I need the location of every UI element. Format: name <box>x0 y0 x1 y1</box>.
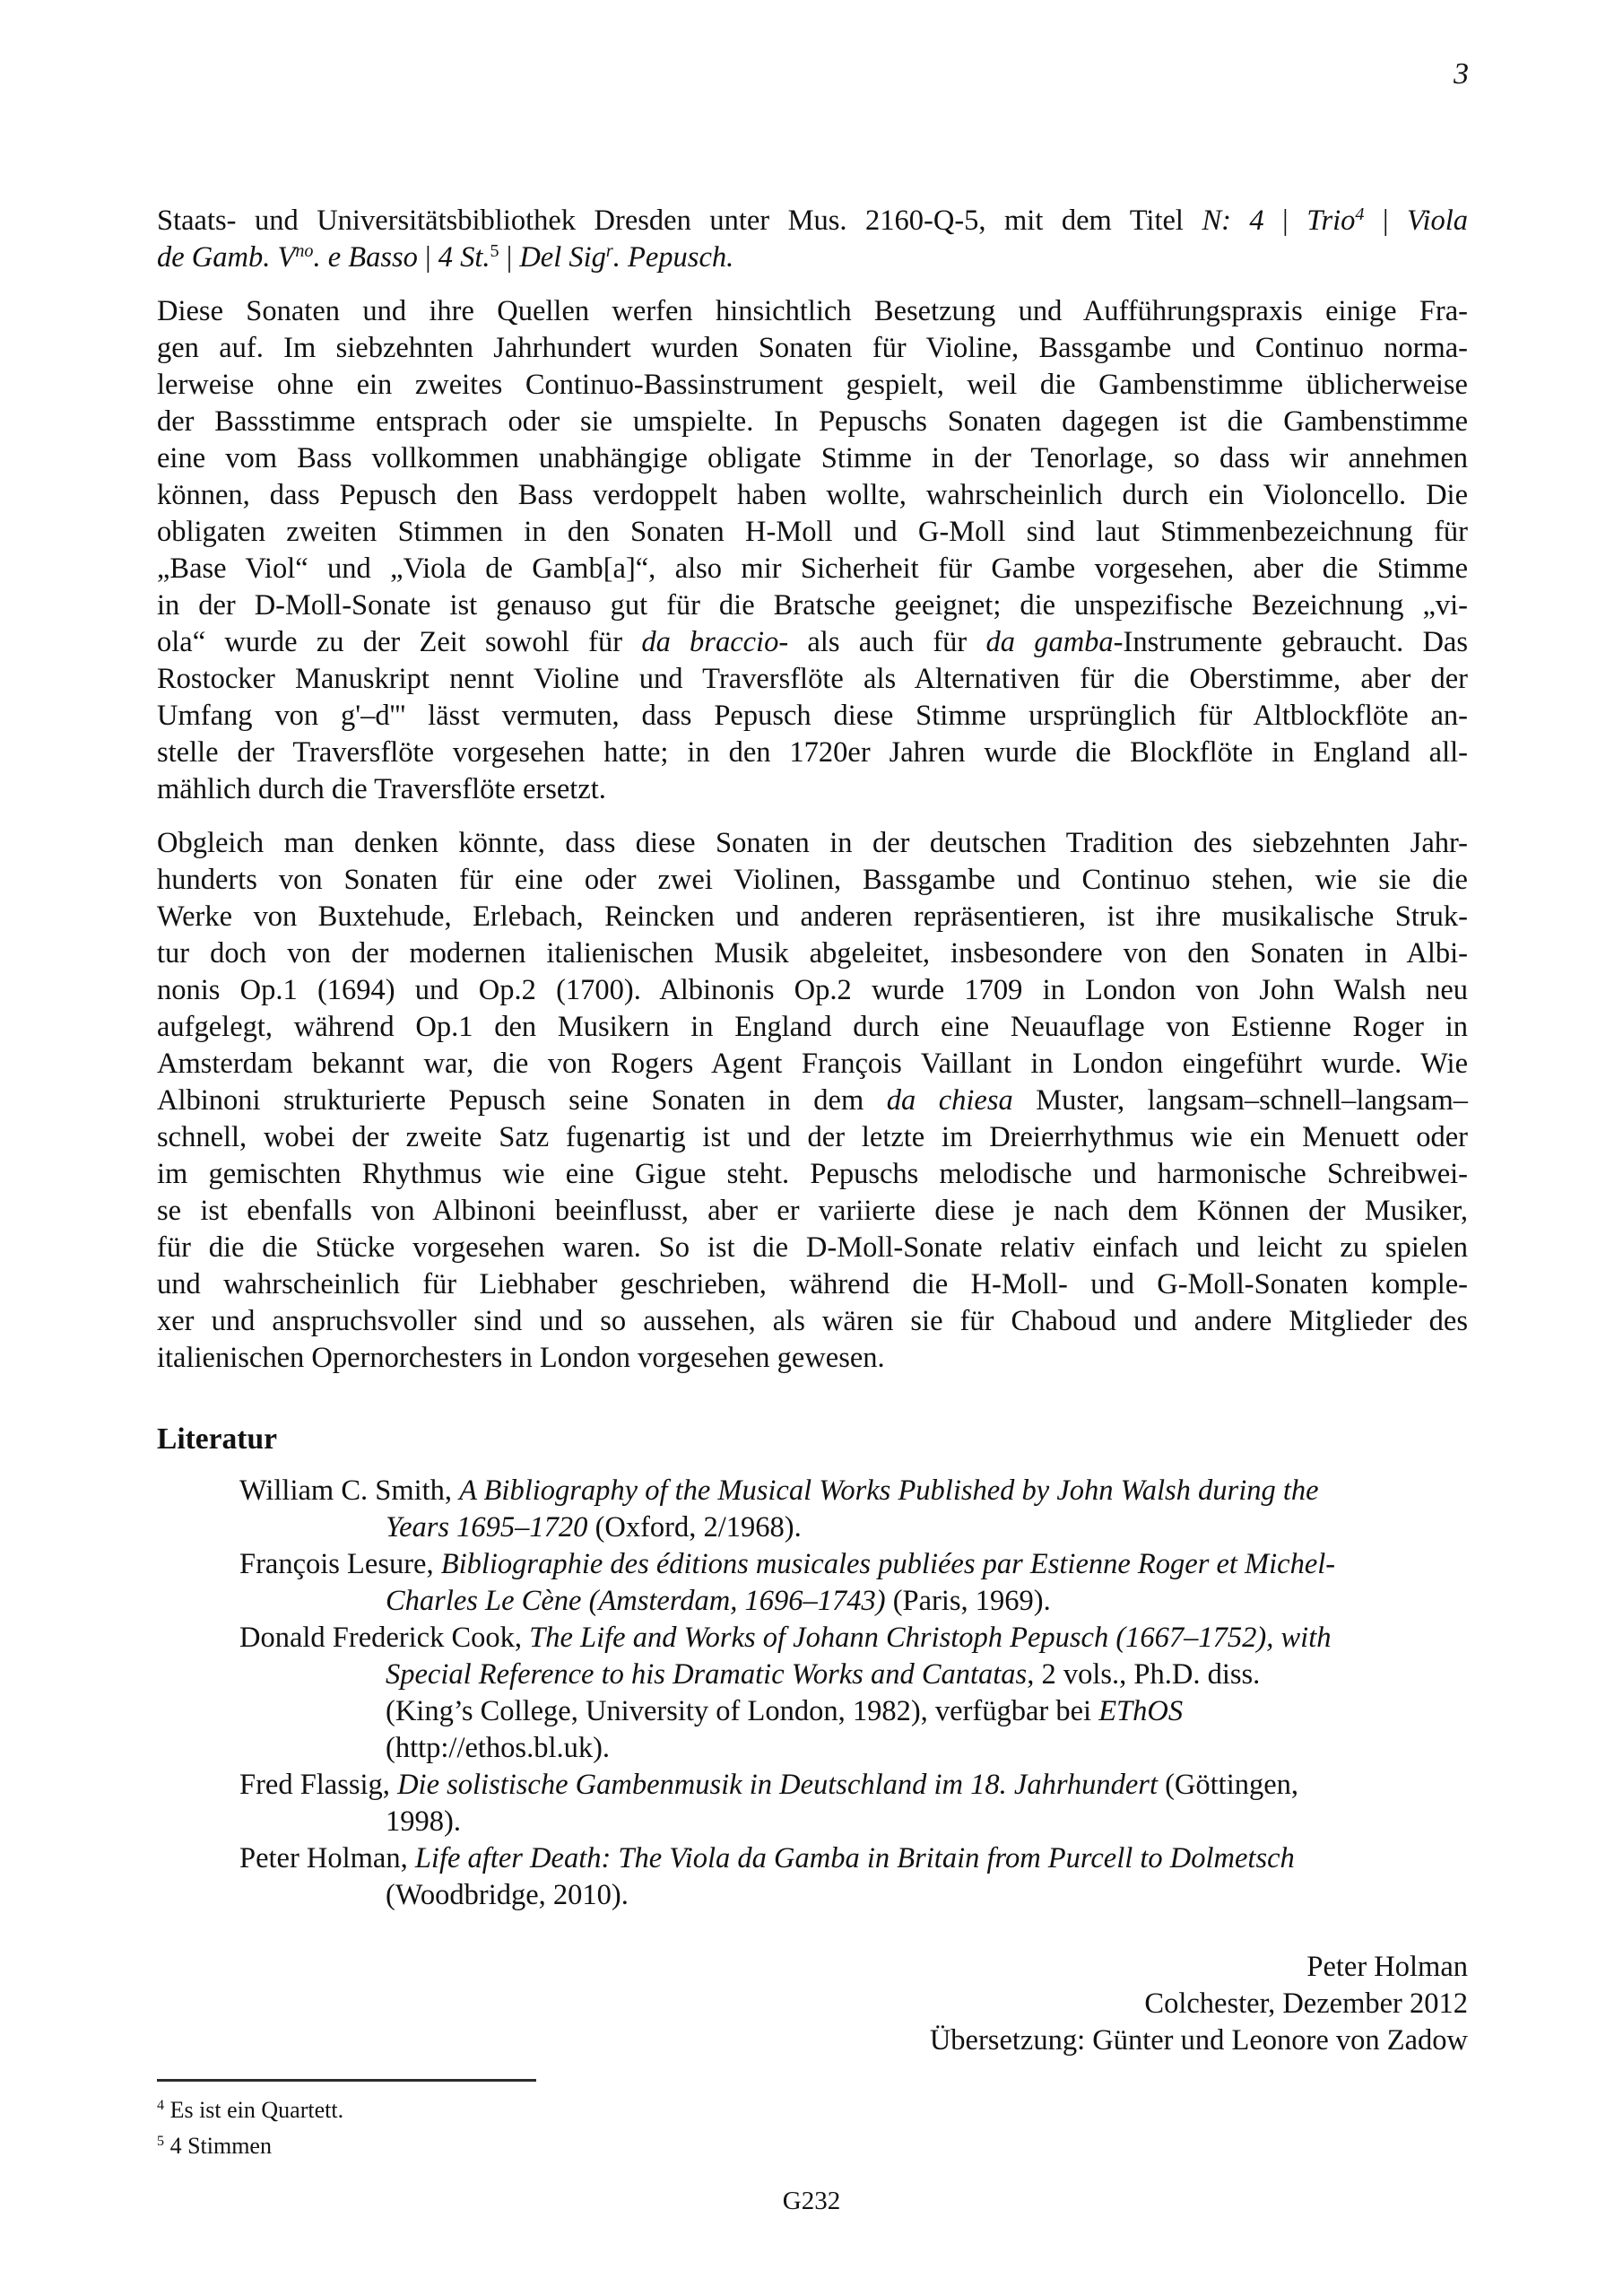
text-line: aufgelegt, während Op.1 den Musikern in England durch eine Neuauflage von Estienne Roger in <box>157 1011 1468 1043</box>
literature-entry <box>157 1840 1468 1914</box>
literature-line: Charles Le Cène (Amsterdam, 1696–1743) (Paris, 1969). <box>386 1585 1051 1617</box>
text-line: mählich durch die Traversflöte ersetzt. <box>157 773 606 805</box>
italic-text: Trio <box>1306 204 1356 237</box>
italic-text: Viola <box>1407 204 1469 237</box>
text-line: Diese Sonaten und ihre Quellen werfen hinsichtlich Besetzung und Aufführungspraxis einige Fra- <box>157 295 1468 327</box>
text-line: nonis Op.1 (1694) und Op.2 (1700). Albinonis Op.2 wurde 1709 in London von John Walsh neu <box>157 974 1468 1006</box>
italic-text: 4 St. <box>438 241 490 274</box>
literature-line: (Woodbridge, 2010). <box>386 1879 629 1911</box>
italic-text: Charles Le Cène (Amsterdam, 1696–1743) <box>386 1585 886 1617</box>
text-line: „Base Viol“ und „Viola de Gamb[a]“, also mir Sicherheit für Gambe vorgesehen, aber die Stimme <box>157 552 1468 585</box>
text-line: ola“ wurde zu der Zeit sowohl für da braccio- als auch für da gamba-Instrumente gebraucht. Das <box>157 626 1468 658</box>
literature-line: Years 1695–1720 (Oxford, 2/1968). <box>386 1511 802 1544</box>
text-line: hunderts von Sonaten für eine oder zwei Violinen, Bassgambe und Continuo stehen, wie sie die <box>157 864 1468 896</box>
text-line: schnell, wobei der zweite Satz fugenartig ist und der letzte im Dreierrhythmus wie ein Menuett oder <box>157 1121 1468 1153</box>
italic-text: da chiesa <box>886 1084 1013 1117</box>
italic-text: The Life and Works of Johann Christoph Pepusch (1667–1752), with <box>529 1622 1332 1654</box>
text-line: können, dass Pepusch den Bass verdoppelt haben wollte, wahrscheinlich durch ein Violoncello. Die <box>157 479 1468 511</box>
literature-line: William C. Smith, A Bibliography of the Musical Works Published by John Walsh during the <box>239 1474 1319 1507</box>
footnote: 4 Es ist ein Quartett. <box>157 2097 344 2123</box>
literature-entry <box>157 1473 1468 1546</box>
text-line: für die die Stücke vorgesehen waren. So ist die D-Moll-Sonate relativ einfach und leicht zu spielen <box>157 1231 1468 1264</box>
italic-text: Years 1695–1720 <box>386 1511 588 1544</box>
italic-text: . e Basso <box>313 241 418 274</box>
text-line: stelle der Traversflöte vorgesehen hatte; in den 1720er Jahren wurde die Blockflöte in England all- <box>157 736 1468 769</box>
italic-text: Del Sig <box>519 241 606 274</box>
italic-text: Bibliographie des éditions musicales publiées par Estienne Roger et Michel- <box>440 1548 1336 1580</box>
italic-text: Life after Death: The Viola da Gamba in Britain from Purcell to Dolmetsch <box>414 1842 1295 1874</box>
italic-text: N: 4 <box>1202 204 1264 237</box>
footnote-separator <box>157 2079 536 2082</box>
text-line: Staats- und Universitätsbibliothek Dresden unter Mus. 2160-Q-5, mit dem Titel N: 4 | Trio4 | Viola <box>157 204 1469 237</box>
body-paragraphs <box>157 203 1468 1377</box>
italic-text: da braccio <box>641 626 779 658</box>
footnotes <box>157 2092 1468 2164</box>
italic-text: . Pepusch. <box>612 241 734 274</box>
literature-entry <box>157 1767 1468 1840</box>
literature-entry <box>157 1546 1468 1620</box>
text-line: eine vom Bass vollkommen unabhängige obligate Stimme in der Tenorlage, so dass wir annehmen <box>157 442 1468 474</box>
literature-line: Peter Holman, Life after Death: The Viola da Gamba in Britain from Purcell to Dolmetsch <box>239 1842 1295 1874</box>
italic-text: Die solistische Gambenmusik in Deutschland im 18. Jahrhundert <box>397 1769 1158 1801</box>
text-line: der Bassstimme entsprach oder sie umspielte. In Pepuschs Sonaten dagegen ist die Gambenstimme <box>157 405 1468 438</box>
literature-list <box>157 1473 1468 1914</box>
text-line: Werke von Buxtehude, Erlebach, Reincken und anderen repräsentieren, ist ihre musikalische Struk- <box>157 900 1468 933</box>
page-number: 3 <box>1454 57 1469 91</box>
italic-text: A Bibliography of the Musical Works Published by John Walsh during the <box>459 1474 1319 1507</box>
text-line: xer und anspruchsvoller sind und so aussehen, als wären sie für Chaboud und andere Mitglieder des <box>157 1305 1468 1337</box>
text-line: Umfang von g'–d''' lässt vermuten, dass Pepusch diese Stimme ursprünglich für Altblockflöte an- <box>157 700 1468 732</box>
literature-entry <box>157 1620 1468 1767</box>
italic-text: da gamba <box>985 626 1114 658</box>
literature-line: 1998). <box>386 1805 461 1838</box>
italic-text: EThOS <box>1098 1695 1184 1727</box>
signature-line: Übersetzung: Günter und Leonore von Zadow <box>929 2024 1468 2057</box>
text-line: se ist ebenfalls von Albinoni beeinflusst, aber er variierte diese je nach dem Können der Musiker, <box>157 1195 1468 1227</box>
text-line: im gemischten Rhythmus wie eine Gigue steht. Pepuschs melodische und harmonische Schreibwei- <box>157 1158 1468 1190</box>
text-line: lerweise ohne ein zweites Continuo-Bassinstrument gespielt, weil die Gambenstimme üblicherweise <box>157 369 1468 401</box>
page-content <box>157 203 1468 2164</box>
text-line: Albinoni strukturierte Pepusch seine Sonaten in dem da chiesa Muster, langsam–schnell–langsam– <box>157 1084 1468 1117</box>
text-line: obligaten zweiten Stimmen in den Sonaten H-Moll und G-Moll sind laut Stimmenbezeichnung für <box>157 516 1468 548</box>
literature-line: Donald Frederick Cook, The Life and Works of Johann Christoph Pepusch (1667–1752), with <box>239 1622 1332 1654</box>
signature-line: Colchester, Dezember 2012 <box>1144 1987 1468 2020</box>
paragraph-source-title <box>157 203 1468 276</box>
paragraph-tradition <box>157 825 1468 1377</box>
text-line: de Gamb. Vno. e Basso | 4 St.5 | Del Sigr. Pepusch. <box>157 240 734 274</box>
signature-line: Peter Holman <box>1306 1951 1468 1983</box>
italic-text: de Gamb. V <box>157 241 296 274</box>
text-line: Rostocker Manuskript nennt Violine und Traversflöte als Alternativen für die Oberstimme, aber der <box>157 663 1468 695</box>
literature-line: François Lesure, Bibliographie des éditions musicales publiées par Estienne Roger et Michel- <box>239 1548 1336 1580</box>
plate-number: G232 <box>782 2187 841 2215</box>
text-line: italienischen Opernorchesters in London vorgesehen gewesen. <box>157 1342 885 1374</box>
text-line: Obgleich man denken könnte, dass diese Sonaten in der deutschen Tradition des siebzehnten Jahr- <box>157 827 1468 859</box>
italic-text: Special Reference to his Dramatic Works and Cantatas <box>386 1658 1028 1691</box>
text-line: in der D-Moll-Sonate ist genauso gut für die Bratsche geeignet; die unspezifische Bezeichnung „vi- <box>157 589 1468 622</box>
text-line: und wahrscheinlich für Liebhaber geschrieben, während die H-Moll- und G-Moll-Sonaten komple- <box>157 1268 1468 1300</box>
footnote: 5 4 Stimmen <box>157 2133 272 2159</box>
text-line: tur doch von der modernen italienischen Musik abgeleitet, insbesondere von den Sonaten in Albi- <box>157 937 1468 970</box>
text-line: gen auf. Im siebzehnten Jahrhundert wurden Sonaten für Violine, Bassgambe und Continuo norma- <box>157 332 1468 364</box>
literature-line: Special Reference to his Dramatic Works and Cantatas, 2 vols., Ph.D. diss. <box>386 1658 1261 1691</box>
literature-line: (http://ethos.bl.uk). <box>386 1732 611 1764</box>
literature-line: (King’s College, University of London, 1982), verfügbar bei EThOS <box>386 1695 1184 1727</box>
text-line: Amsterdam bekannt war, die von Rogers Agent François Vaillant in London eingeführt wurde. Wie <box>157 1048 1468 1080</box>
signature-block <box>157 1949 1468 2059</box>
literature-heading: Literatur <box>157 1422 277 1456</box>
paragraph-besetzung <box>157 293 1468 808</box>
literature-line: Fred Flassig, Die solistische Gambenmusik in Deutschland im 18. Jahrhundert (Göttingen, <box>239 1769 1299 1801</box>
